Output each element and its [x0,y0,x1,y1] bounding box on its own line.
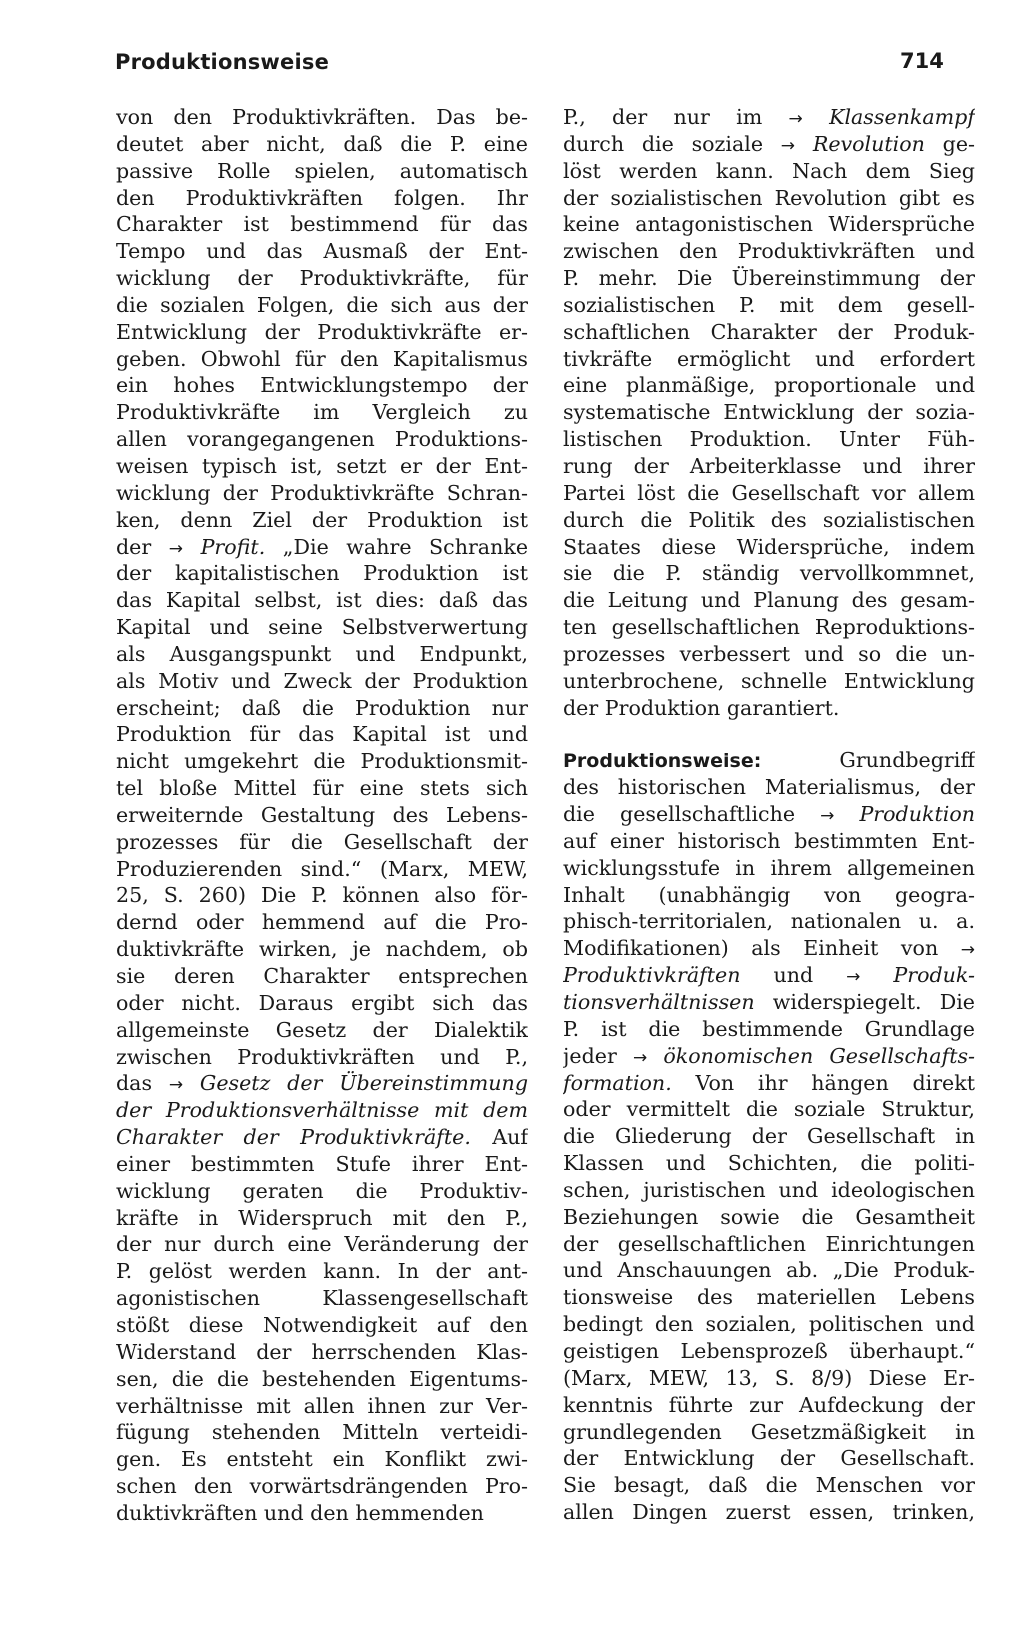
text-line [563,1204,975,1231]
text-line [563,1016,975,1043]
line-text: wicklung der Produktivkräfte, für [116,266,528,291]
line-text: sozialistischen P. mit dem gesell- [563,292,975,317]
text-line [116,265,528,292]
text-line [563,560,975,587]
text-line [116,399,528,426]
text-line [116,1500,528,1527]
text-line [563,935,975,962]
line-text: weisen typisch ist, setzt er der Ent- [116,453,528,478]
line-text: tivkräfte ermöglicht und erfordert [563,346,975,371]
text-line [116,507,528,534]
text-line [563,855,975,882]
line-text: der [116,534,169,559]
text-line [116,587,528,614]
text-line [116,936,528,963]
text-line [563,695,975,722]
line-text: systematische Entwicklung der sozia- [563,400,975,425]
text-line [116,346,528,373]
cross-reference-arrow-icon: → [960,940,975,961]
line-text: jeder [563,1043,633,1068]
line-text: des historischen Materialismus, der [563,775,975,800]
text-line [563,1257,975,1284]
text-line [116,1070,528,1097]
cross-reference-term: der Produktionsverhältnisse mit dem [116,1098,528,1123]
line-text: einer bestimmten Stufe ihrer Ent- [116,1151,528,1176]
line-text: Widerstand der herrschenden Klas- [116,1339,528,1364]
text-line [563,1043,975,1070]
text-line [563,908,975,935]
text-line [116,238,528,265]
line-text: bedingt den sozialen, politischen und [563,1312,975,1337]
text-line [116,614,528,641]
line-text: geistigen Lebensprozeß überhaupt.“ [563,1338,975,1363]
line-text: allen Dingen zuerst essen, trinken, [563,1500,975,1525]
line-text: der kapitalistischen Produktion ist [116,561,528,586]
page-number: 714 [900,49,944,73]
text-line [116,829,528,856]
line-text: Grundbegriff [761,748,975,773]
cross-reference-term: Produk- [893,963,975,988]
text-line [116,1017,528,1044]
line-text: ge- [924,131,975,156]
text-line [563,1338,975,1365]
text-line [116,104,528,131]
text-line [563,774,975,801]
text-line [563,131,975,158]
line-text: 25, S. 260) Die P. können also för- [116,883,528,908]
cross-reference-term: Revolution [812,131,925,156]
text-line [116,1473,528,1500]
text-line [563,399,975,426]
text-line [563,721,975,747]
text-line [563,319,975,346]
line-text: den Produktivkräften folgen. Ihr [116,185,528,210]
text-line [563,238,975,265]
text-line [563,185,975,212]
text-line [116,802,528,829]
text-line [116,775,528,802]
line-text: tionsweise des materiellen Lebens [563,1285,975,1310]
text-line [563,346,975,373]
line-text: erscheint; daß die Produktion nur [116,695,528,720]
line-text: kenntnis führte zur Aufdeckung der [563,1392,975,1417]
text-line [116,1285,528,1312]
right-column [563,104,975,1526]
text-line [563,1392,975,1419]
line-text: eine planmäßige, proportionale und [563,373,975,398]
text-line [563,747,975,774]
line-text [860,963,893,987]
line-text: (Marx, MEW, 13, S. 8/9) Diese Er- [563,1365,975,1390]
line-text: die gesellschaftliche [563,802,821,827]
text-line [116,1446,528,1473]
line-text: der Produktion garantiert. [563,695,840,720]
text-line [563,1177,975,1204]
line-text: der nur durch eine Veränderung der [116,1232,528,1257]
line-text: Charakter ist bestimmend für das [116,212,528,237]
text-line [116,158,528,185]
cross-reference-arrow-icon: → [820,806,835,827]
cross-reference-term: tionsverhältnissen [563,990,755,1014]
line-text: zwischen Produktivkräften und P., [116,1044,528,1069]
text-line [116,534,528,561]
text-line [116,909,528,936]
cross-reference-term: Gesetz der Übereinstimmung [199,1071,528,1096]
line-text: Klassen und Schichten, die politi- [563,1151,975,1176]
cross-reference-arrow-icon: → [846,967,861,988]
text-line [563,1150,975,1177]
cross-reference-arrow-icon: → [788,109,803,129]
text-line [116,668,528,695]
line-text: schen den vorwärtsdrängenden Pro- [116,1474,528,1499]
cross-reference-arrow-icon: → [632,1047,648,1068]
text-line [116,480,528,507]
line-text: Modifikationen) als Einheit von [563,936,961,961]
line-text: schen, juristischen und ideologischen [563,1177,975,1202]
line-text: keine antagonistischen Widersprüche [563,212,975,237]
text-line [116,1312,528,1339]
text-line [563,1445,975,1472]
line-text: listischen Produktion. Unter Füh- [563,427,975,452]
text-line [116,721,528,748]
text-line [116,1231,528,1258]
text-line [563,989,975,1016]
line-text: allen vorangegangenen Produktions- [116,427,528,452]
text-line [116,1151,528,1178]
line-text: „Die wahre Schranke [265,534,528,559]
line-text: unterbrochene, schnelle Entwicklung [563,668,975,693]
line-text: das [116,1071,169,1096]
line-text: Von ihr hängen direkt [671,1070,975,1095]
line-text: passive Rolle spielen, automatisch [116,158,528,183]
text-line [116,560,528,587]
line-text: erweiternde Gestaltung des Lebens- [116,802,528,827]
text-line [563,480,975,507]
line-text: P. mehr. Die Übereinstimmung der [563,266,975,291]
line-text: Produktion für das Kapital ist und [116,722,528,747]
text-line [116,990,528,1017]
line-text: sie die P. ständig vervollkommnet, [563,561,975,586]
line-text: zwischen den Produktivkräften und [563,239,975,264]
text-line [116,856,528,883]
text-line [116,426,528,453]
text-line [116,1205,528,1232]
line-text: sen, die die bestehenden Eigentums- [116,1366,528,1391]
line-text: die sozialen Folgen, die sich aus der [116,292,528,317]
text-line [116,131,528,158]
line-text [803,105,829,129]
text-line [116,882,528,909]
line-text: Kapital und seine Selbstverwertung [116,615,528,640]
text-line [563,265,975,292]
line-text: Produktivkräfte im Vergleich zu [116,400,528,425]
text-line [563,1284,975,1311]
line-text: ein hohes Entwicklungstempo der [116,373,528,398]
line-text: verhältnisse mit allen ihnen zur Ver- [116,1393,528,1418]
line-text: durch die soziale [563,131,781,156]
line-text: Tempo und das Ausmaß der Ent- [116,239,528,264]
text-line [563,828,975,855]
line-text: agonistischen Klassengesellschaft [116,1286,528,1311]
text-line [563,1123,975,1150]
cross-reference-term: formation. [563,1070,672,1095]
line-text: nicht umgekehrt die Produktionsmit- [116,749,528,774]
cross-reference-arrow-icon: → [168,538,184,559]
text-line [563,211,975,238]
line-text: prozesses für die Gesellschaft der [116,829,528,854]
cross-reference-term: Produktivkräften [563,963,741,988]
line-text: duktivkräften und den hemmenden [116,1500,484,1525]
line-text: sie deren Charakter entsprechen [116,964,528,988]
text-line [563,882,975,909]
line-text: Beziehungen sowie die Gesamtheit [563,1204,975,1229]
entry-headword: Produktionsweise: [563,750,762,773]
line-text: duktivkräfte wirken, je nachdem, ob [116,937,528,962]
text-line [116,1044,528,1071]
line-text: von den Produktivkräften. Das be- [116,105,528,129]
line-text: phisch-territorialen, nationalen u. a. [563,909,975,934]
text-line [116,372,528,399]
line-text: fügung stehenden Mitteln verteidi- [116,1420,528,1445]
line-text: stößt diese Notwendigkeit auf den [116,1312,528,1337]
text-line [116,1178,528,1205]
line-text: löst werden kann. Nach dem Sieg [563,158,975,183]
text-line [563,1472,975,1499]
line-text: und [740,963,847,988]
text-line [116,185,528,212]
line-text: P. ist die bestimmende Grundlage [563,1016,975,1041]
text-line [563,1231,975,1258]
text-line [563,453,975,480]
line-text [647,1044,663,1068]
text-line [116,641,528,668]
text-line [563,587,975,614]
text-line [116,1419,528,1446]
text-line [116,1258,528,1285]
text-line [563,641,975,668]
cross-reference-term: Produktion [859,802,975,827]
text-line [116,963,528,990]
line-text: kräfte in Widerspruch mit den P., [116,1205,528,1230]
text-line [563,1419,975,1446]
line-text: widerspiegelt. Die [754,990,975,1014]
line-text: als Ausgangspunkt und Endpunkt, [116,641,528,666]
cross-reference-term: Charakter der Produktivkräfte. [116,1125,471,1150]
text-line [116,1393,528,1420]
text-line [116,695,528,722]
running-head: Produktionsweise [115,50,330,74]
line-text: die Leitung und Planung des gesam- [563,588,975,613]
text-line [563,426,975,453]
text-line [563,962,975,989]
text-line [563,507,975,534]
text-line [116,1339,528,1366]
text-line [116,748,528,775]
line-text: wicklung der Produktivkräfte Schran- [116,480,528,505]
cross-reference-arrow-icon: → [168,1075,184,1096]
text-line [563,614,975,641]
text-line [563,668,975,695]
text-line [116,1124,528,1151]
line-text: Inhalt (unabhängig von geogra- [563,882,975,907]
cross-reference-term: Klassenkampf [829,105,975,129]
cross-reference-term: Profit. [200,534,266,559]
text-line [563,1070,975,1097]
cross-reference-arrow-icon: → [780,135,796,156]
line-text: Produzierenden sind.“ (Marx, MEW, [116,856,528,881]
text-line [563,158,975,185]
line-text: auf einer historisch bestimmten Ent- [563,828,975,853]
line-text: das Kapital selbst, ist dies: daß das [116,588,528,613]
line-text: P., der nur im [563,105,789,129]
line-text [183,1071,200,1095]
line-text: Staates diese Widersprüche, indem [563,534,975,559]
text-line [563,292,975,319]
line-text: tel bloße Mittel für eine stets sich [116,776,528,801]
line-text: allgemeinste Gesetz der Dialektik [116,1017,528,1042]
cross-reference-term: ökonomischen Gesellschafts- [663,1043,975,1068]
line-text: Entwicklung der Produktivkräfte er- [116,319,528,344]
line-text: Auf [470,1125,528,1150]
text-line [563,104,975,131]
line-text: der gesellschaftlichen Einrichtungen [563,1231,975,1256]
line-text: ken, denn Ziel der Produktion ist [116,507,528,532]
line-text: deutet aber nicht, daß die P. eine [116,131,528,156]
line-text: als Motiv und Zweck der Produktion [116,668,528,693]
line-text: durch die Politik des sozialistischen [563,507,975,532]
line-text: der Entwicklung der Gesellschaft. [563,1446,975,1471]
line-text: ten gesellschaftlichen Reproduktions- [563,615,975,640]
text-line [563,1311,975,1338]
line-text: oder vermittelt die soziale Struktur, [563,1097,975,1122]
line-text: grundlegenden Gesetzmäßigkeit in [563,1419,975,1444]
line-text: oder nicht. Daraus ergibt sich das [116,990,528,1015]
line-text [795,132,813,156]
text-line [116,453,528,480]
text-line [563,534,975,561]
line-text: die Gliederung der Gesellschaft in [563,1124,975,1149]
line-text: dernd oder hemmend auf die Pro- [116,910,528,935]
line-text: geben. Obwohl für den Kapitalismus [116,346,528,371]
text-line [563,1499,975,1526]
line-text: rung der Arbeiterklasse und ihrer [563,453,975,478]
text-line [116,292,528,319]
line-text: Sie besagt, daß die Menschen vor [563,1473,975,1498]
text-line [116,211,528,238]
line-text [183,535,201,559]
line-text: und Anschauungen ab. „Die Produk- [563,1258,975,1283]
line-text: prozesses verbessert und so die un- [563,641,975,666]
text-line [116,1097,528,1124]
text-line [563,372,975,399]
line-text: schaftlichen Charakter der Produk- [563,319,975,344]
line-text: Partei löst die Gesellschaft vor allem [563,480,975,505]
text-line [563,1365,975,1392]
line-text: der sozialistischen Revolution gibt es [563,185,975,210]
line-text: P. gelöst werden kann. In der ant- [116,1259,528,1284]
line-text: wicklungsstufe in ihrem allgemeinen [563,855,975,880]
text-line [116,319,528,346]
text-line [116,1366,528,1393]
line-text: wicklung geraten die Produktiv- [116,1178,528,1203]
left-column [116,104,528,1527]
text-line [563,1096,975,1123]
text-line [563,801,975,828]
line-text [834,802,859,826]
line-text: gen. Es entsteht ein Konflikt zwi- [116,1447,528,1472]
